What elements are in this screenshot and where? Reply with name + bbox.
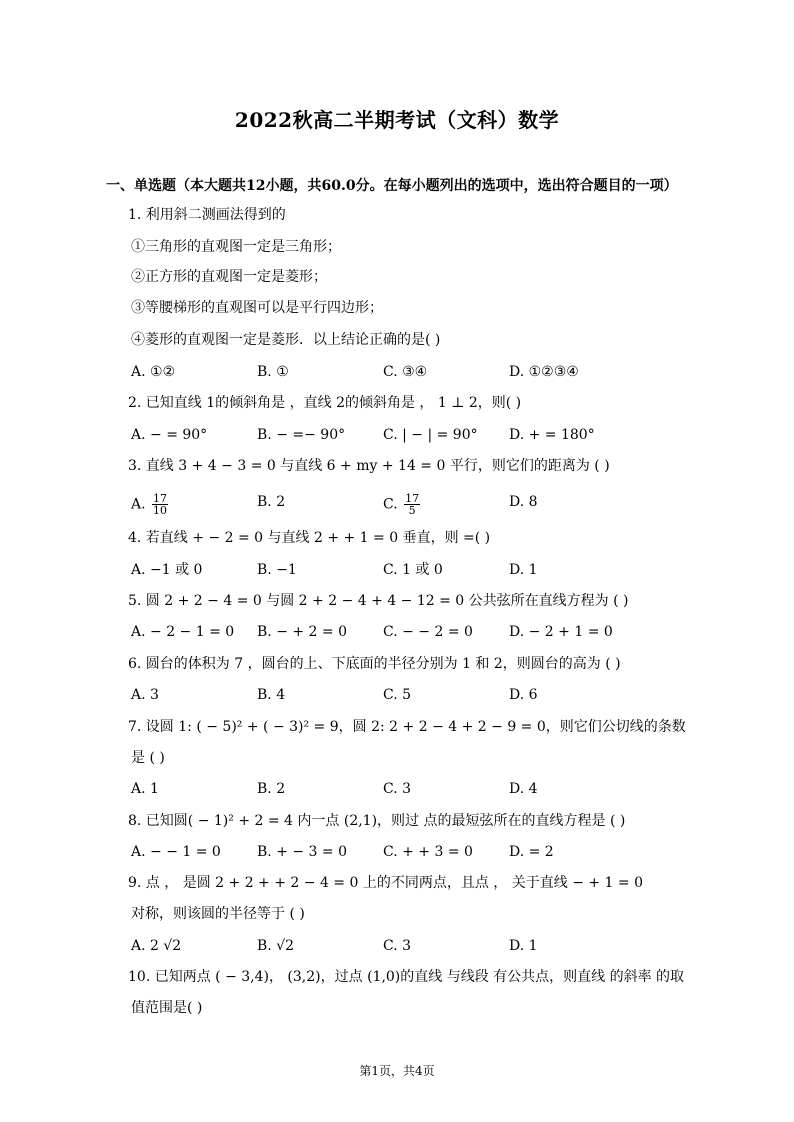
question-3-option-c-label: C.: [383, 496, 398, 513]
question-1-statement-3: ③等腰梯形的直观图可以是平行四边形；: [131, 300, 383, 316]
question-10-stem: 10. 已知两点 ( − 3,4)， (3,2)，过点 (1,0)的直线 与线段 有公共点，则直线 的斜率 的取: [128, 969, 685, 985]
question-8-option-d: D. = 2: [509, 844, 554, 860]
question-5-option-a: A. − 2 − 1 = 0: [131, 624, 235, 640]
question-3-option-d: D. 8: [509, 494, 538, 510]
question-8-option-c: C. + + 3 = 0: [383, 844, 473, 860]
question-2-option-a: A. − = 90°: [131, 427, 208, 443]
question-2-option-c: C. | − | = 90°: [383, 427, 478, 443]
question-1-statement-2: ②正方形的直观图一定是菱形；: [131, 269, 327, 285]
question-3-option-c: [383, 493, 422, 516]
question-7-option-a: A. 1: [131, 781, 159, 797]
page-footer: 第1页，共4页: [359, 1064, 435, 1078]
question-8-stem: 8. 已知圆( − 1)² + 2 = 4 内一点 (2,1)，则过 点的最短弦所在的直线方程是 ( ): [128, 813, 626, 829]
question-6-option-d: D. 6: [509, 687, 538, 703]
question-4-options: [131, 561, 691, 579]
question-5-option-b: B. − + 2 = 0: [257, 624, 347, 640]
fraction-numerator: 17: [153, 492, 168, 505]
question-7-option-d: D. 4: [509, 781, 538, 797]
question-5-stem: 5. 圆 2 + 2 − 4 = 0 与圆 2 + 2 − 4 + 4 − 12 = 0 公共弦所在直线方程为 ( ): [128, 593, 629, 609]
fraction-numerator: 17: [405, 492, 420, 505]
question-9-stem: 9. 点 ， 是圆 2 + 2 + + 2 − 4 = 0 上的不同两点，且点 ， 关于直线 − + 1 = 0: [128, 875, 644, 891]
fraction-denominator: 10: [153, 504, 168, 517]
question-4-option-c: C. 1 或 0: [383, 562, 443, 578]
question-6-option-b: B. 4: [257, 687, 286, 703]
question-10-stem-continued: 值范围是( ): [131, 1000, 203, 1016]
question-3-options: [131, 492, 691, 517]
question-1-statement-1: ①三角形的直观图一定是三角形；: [131, 239, 341, 255]
question-4-option-b: B. −1: [257, 562, 297, 578]
question-4-option-d: D. 1: [509, 562, 538, 578]
question-1-option-a: A. ①②: [131, 364, 176, 380]
question-9-options: [131, 937, 691, 955]
question-3-option-a: [131, 493, 170, 516]
question-7-options: [131, 780, 691, 798]
question-4-option-a: A. −1 或 0: [131, 562, 203, 578]
question-5-options: [131, 623, 691, 641]
question-5-option-c: C. − − 2 = 0: [383, 624, 473, 640]
question-1-statement-4: ④菱形的直观图一定是菱形．以上结论正确的是( ): [131, 332, 441, 348]
question-8-option-b: B. + − 3 = 0: [257, 844, 347, 860]
question-2-option-b: B. − =− 90°: [257, 427, 346, 443]
question-3-option-c-fraction: [404, 493, 420, 516]
question-6-options: [131, 686, 691, 704]
question-9-option-b: B. √2: [257, 938, 295, 954]
question-1-option-b: B. ①: [257, 364, 289, 380]
page-title: 2022秋高二半期考试（文科）数学: [234, 108, 560, 132]
question-4-stem: 4. 若直线 + − 2 = 0 与直线 2 + + 1 = 0 垂直，则 =( ): [128, 530, 491, 546]
question-3-option-a-fraction: [152, 493, 168, 516]
question-1-option-d: D. ①②③④: [509, 364, 579, 380]
question-1-option-c: C. ③④: [383, 364, 428, 380]
question-3-stem: 3. 直线 3 + 4 − 3 = 0 与直线 6 + my + 14 = 0 平行，则它们的距离为 ( ): [128, 458, 610, 474]
fraction-denominator: 5: [408, 504, 416, 517]
section-heading: 一、单选题（本大题共12小题，共60.0分。在每小题列出的选项中，选出符合题目的一项）: [106, 178, 678, 194]
question-1-stem: 1. 利用斜二测画法得到的: [128, 207, 286, 223]
question-7-option-b: B. 2: [257, 781, 286, 797]
question-3-option-a-label: A.: [131, 496, 146, 513]
question-8-options: [131, 843, 691, 861]
question-7-option-c: C. 3: [383, 781, 412, 797]
question-9-option-a: A. 2 √2: [131, 938, 182, 954]
question-3-option-b: B. 2: [257, 494, 286, 510]
question-8-option-a: A. − − 1 = 0: [131, 844, 221, 860]
question-7-stem-continued: 是 ( ): [131, 750, 165, 766]
question-5-option-d: D. − 2 + 1 = 0: [509, 624, 613, 640]
question-6-stem: 6. 圆台的体积为 7 ，圆台的上、下底面的半径分别为 1 和 2，则圆台的高为 ( ): [128, 656, 621, 672]
question-9-stem-continued: 对称，则该圆的半径等于 ( ): [131, 906, 305, 922]
question-2-option-d: D. + = 180°: [509, 427, 595, 443]
question-9-option-d: D. 1: [509, 938, 538, 954]
question-6-option-a: A. 3: [131, 687, 159, 703]
question-2-options: [131, 426, 691, 444]
question-6-option-c: C. 5: [383, 687, 412, 703]
question-9-option-c: C. 3: [383, 938, 412, 954]
question-7-stem: 7. 设圆 1: ( − 5)² + ( − 3)² = 9，圆 2: 2 + 2 − 4 + 2 − 9 = 0，则它们公切线的条数: [128, 719, 686, 735]
question-1-options: [131, 363, 691, 381]
question-2-stem: 2. 已知直线 1的倾斜角是 ，直线 2的倾斜角是 ， 1 ⊥ 2，则( ): [128, 395, 522, 411]
